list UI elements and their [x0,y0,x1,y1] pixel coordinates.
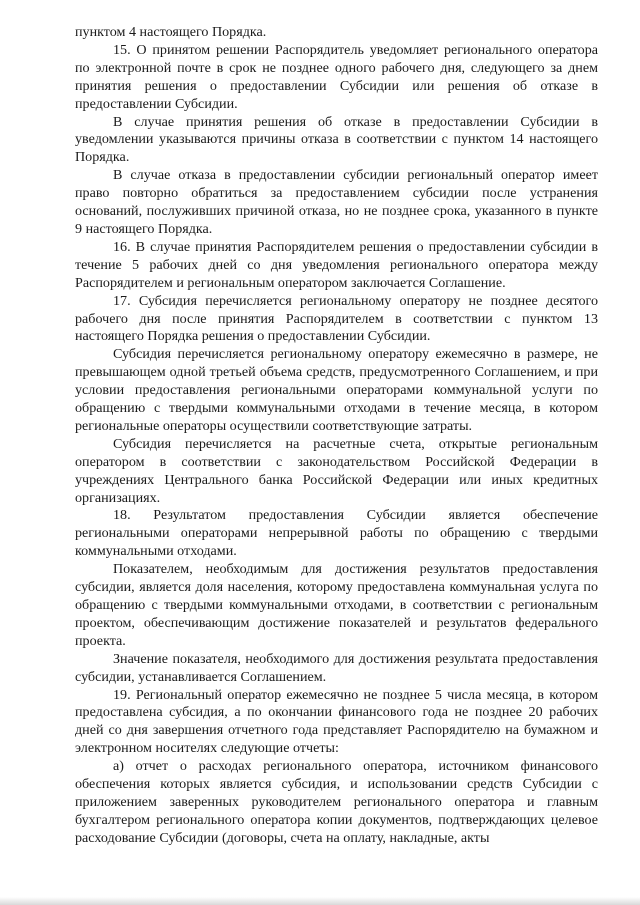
paragraph-item-19a: а) отчет о расходах регионального оператора, источником финансового обеспечения которых является субсидия, и использовании средств Субсидии с приложением заверенных руководителем регионального оператора и главным бухгалтером регионального оператора копии документов, подтверждающих целевое расходование Субсидии (договоры, счета на оплату, накладные, акты [75,758,598,846]
scan-bottom-edge [0,897,640,905]
paragraph-item-15: 15. О принятом решении Распорядитель уведомляет регионального оператора по электронной почте в срок не позднее одного рабочего дня, следующего за днем принятия решения о предоставлении Субсидии или решения об отказе в предоставлении Субсидии. [75,41,598,112]
paragraph-indicator: Показателем, необходимым для достижения результатов предоставления субсидии, является доля населения, которому предоставлена коммунальная услуга по обращению с твердыми коммунальными отходами, в соответствии с региональным проектом, обеспечивающим достижение показателей и результатов федерального проекта. [75,561,598,649]
paragraph-continuation: пунктом 4 настоящего Порядка. [75,24,267,40]
paragraph-item-19: 19. Региональный оператор ежемесячно не позднее 5 числа месяца, в котором предоставлена субсидия, а по окончании финансового года не позднее 20 рабочих дней со дня завершения отчетного года представляет Распорядителю на бумажном и электронном носителях следующие отчеты: [75,686,598,757]
paragraph-item-18: 18. Результатом предоставления Субсидии является обеспечение региональными операторами непрерывной работы по обращению с твердыми коммунальными отходами. [75,507,598,560]
paragraph-monthly-transfer: Субсидия перечисляется региональному оператору ежемесячно в размере, не превышающем одной третьей объема средств, предусмотренного Соглашением, и при условии предоставления региональными операторами коммунальной услуги по обращению с твердыми коммунальными отходами в течение месяца, в котором региональные операторы осуществили соответствующие затраты. [75,346,598,434]
paragraph-accounts: Субсидия перечисляется на расчетные счета, открытые региональным оператором в соответствии с законодательством Российской Федерации в учреждениях Центрального банка Российской Федерации или иных кредитных организациях. [75,435,598,506]
paragraph-item-17: 17. Субсидия перечисляется региональному оператору не позднее десятого рабочего дня после принятия Распорядителем в соответствии с пунктом 13 настоящего Порядка решения о предоставлении Субсидии. [75,292,598,345]
paragraph-indicator-value: Значение показателя, необходимого для достижения результата предоставления субсидии, устанавливается Соглашением. [75,650,598,685]
document-body [75,24,598,848]
paragraph-reapply: В случае отказа в предоставлении субсидии региональный оператор имеет право повторно обратиться за предоставлением субсидии после устранения оснований, послуживших причиной отказа, но не позднее срока, указанного в пункте 9 настоящего Порядка. [75,167,598,237]
paragraph-item-16: 16. В случае принятия Распорядителем решения о предоставлении субсидии в течение 5 рабочих дней со дня уведомления регионального оператора между Распорядителем и региональным оператором заключается Соглашение. [75,238,598,291]
paragraph-refusal-notice: В случае принятия решения об отказе в предоставлении Субсидии в уведомлении указываются причины отказа в соответствии с пунктом 14 настоящего Порядка. [75,113,598,166]
